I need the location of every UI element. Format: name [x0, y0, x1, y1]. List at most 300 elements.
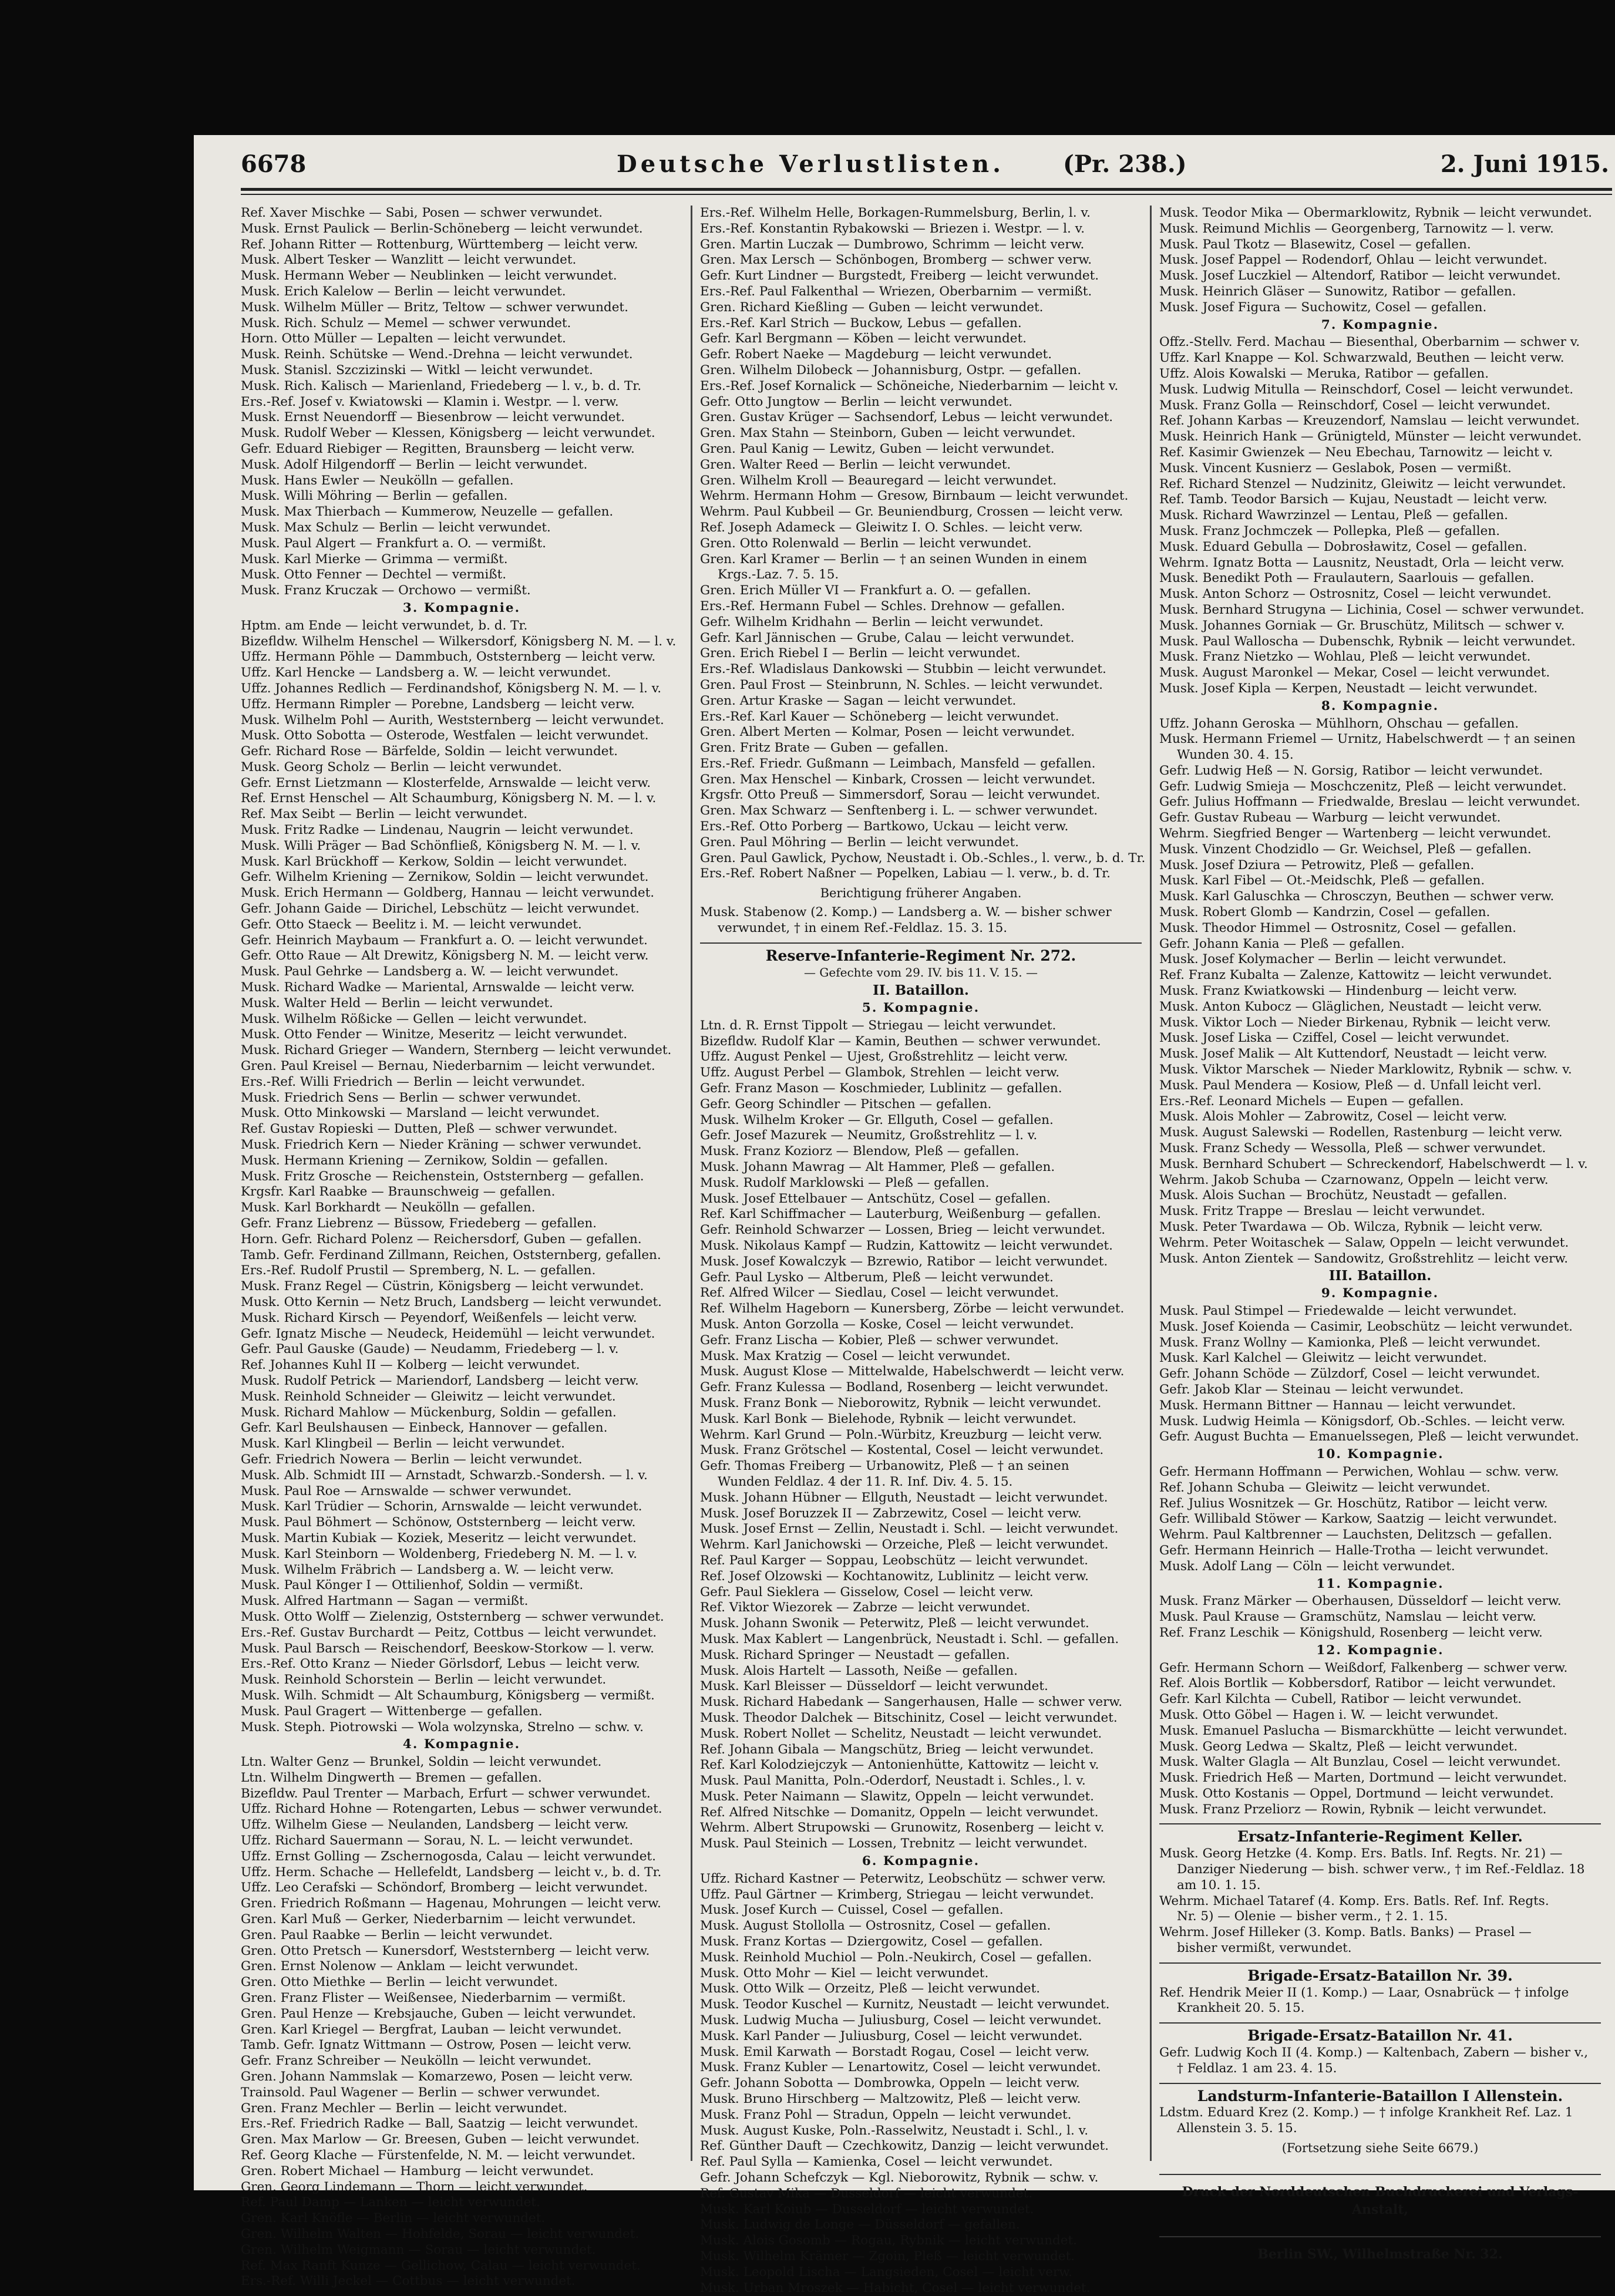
casualty-entry: Gren. Paul Kanig — Lewitz, Guben — leicht verwundet.: [700, 441, 1055, 456]
casualty-entry: Musk. Franz Przeliorz — Rowin, Rybnik — leicht verwundet.: [1159, 1802, 1547, 1817]
casualty-entry: Musk. Paul Gragert — Wittenberge — gefallen.: [241, 1704, 543, 1719]
casualty-entry: Musk. Erich Hermann — Goldberg, Hannau — leicht verwundet.: [241, 886, 655, 901]
casualty-entry: Gren. Walter Reed — Berlin — leicht verwundet.: [700, 457, 1011, 472]
casualty-entry: Gren. Franz Mechler — Berlin — leicht verwundet.: [241, 2100, 567, 2116]
casualty-entry: Gren. Karl Kramer — Berlin — † an seinen Wunden in einem: [700, 551, 1088, 567]
casualty-entry: Gren. Paul Raabke — Berlin — leicht verwundet.: [241, 1927, 553, 1942]
casualty-entry: Gren. Artur Kraske — Sagan — leicht verwundet.: [700, 693, 1017, 708]
casualty-entry: Musk. Johannes Gorniak — Gr. Bruschütz, Militsch — schwer v.: [1159, 618, 1565, 633]
casualty-entry: Musk. Richard Mahlow — Mückenburg, Soldin — gefallen.: [241, 1405, 617, 1420]
casualty-entry: Ref. Georg Klache — Fürstenfelde, N. M. — leicht verwundet.: [241, 2148, 636, 2163]
casualty-entry: Ers.-Ref. Wladislaus Dankowski — Stubbin — leicht verwundet.: [700, 662, 1106, 677]
casualty-entry: Krgsfr. Karl Raabke — Braunschweig — gefallen.: [241, 1184, 556, 1200]
company-heading: 7. Kompagnie.: [1321, 317, 1439, 332]
casualty-entry: Musk. Alois Gosomb — Rogau, Rybnik — leicht verwundet.: [700, 2233, 1078, 2248]
casualty-entry: Musk. Vinzent Chodzidlo — Gr. Weichsel, Pleß — gefallen.: [1159, 841, 1532, 857]
casualty-entry: Gren. Otto Miethke — Berlin — leicht verwundet.: [241, 1975, 558, 1990]
casualty-entry: Musk. Paul Mendera — Kosiow, Pleß — d. Unfall leicht verl.: [1159, 1078, 1542, 1093]
casualty-entry: Ers.-Ref. Willi Friedrich — Berlin — leicht verwundet.: [241, 1074, 586, 1089]
casualty-entry: Gren. Max Henschel — Kinbark, Crossen — leicht verwundet.: [700, 772, 1096, 787]
casualty-entry: Wehrm. Jakob Schuba — Czarnowanz, Oppeln — leicht verw.: [1159, 1172, 1549, 1187]
casualty-entry: Musk. Franz Schedy — Wessolla, Pleß — schwer verwundet.: [1159, 1141, 1546, 1156]
casualty-entry-continued: † Feldlaz. 1 am 23. 4. 15.: [1177, 2061, 1337, 2076]
casualty-entry: Musk. Albert Tesker — Wanzlitt — leicht verwundet.: [241, 253, 577, 268]
casualty-entry: Gren. Erich Riebel I — Berlin — leicht verwundet.: [700, 646, 1021, 661]
battalion-heading: III. Bataillon.: [1328, 1268, 1432, 1284]
casualty-entry: Gefr. Willibald Stöwer — Karkow, Saatzig — leicht verwundet.: [1159, 1511, 1557, 1527]
casualty-entry: Musk. Josef Liska — Cziffel, Cosel — leicht verwundet.: [1159, 1031, 1510, 1046]
printer-imprint: Berlin SW., Wilhelmstraße Nr. 32.: [1159, 2236, 1601, 2263]
casualty-entry: Musk. Karl Pander — Juliusburg, Cosel — leicht verwundet.: [700, 2028, 1083, 2043]
casualty-entry: Musk. Otto Fender — Winitze, Meseritz — leicht verwundet.: [241, 1027, 628, 1042]
casualty-entry: Gefr. Wilhelm Kridhahn — Berlin — leicht verwundet.: [700, 614, 1044, 629]
casualty-entry: Horn. Gefr. Richard Polenz — Reichersdorf, Guben — gefallen.: [241, 1231, 642, 1247]
casualty-entry: Musk. Paul Walloscha — Dubenschk, Rybnik — leicht verwundet.: [1159, 634, 1576, 649]
casualty-entry: Musk. Karl Mierke — Grimma — vermißt.: [241, 551, 508, 567]
casualty-entry: Gefr. Karl Beulshausen — Einbeck, Hannover — gefallen.: [241, 1420, 608, 1436]
casualty-entry: Musk. Alfred Hartmann — Sagan — vermißt.: [241, 1594, 529, 1609]
casualty-entry: Musk. Alb. Schmidt III — Arnstadt, Schwarzb.-Sondersh. — l. v.: [241, 1467, 648, 1483]
issue-number: (Pr. 238.): [1063, 150, 1187, 178]
casualty-entry: Musk. Wilh. Schmidt — Alt Schaumburg, Königsberg — vermißt.: [241, 1688, 655, 1703]
casualty-entry: Uffz. August Penkel — Ujest, Großstrehlitz — leicht verw.: [700, 1049, 1068, 1065]
casualty-entry: Musk. Peter Naimann — Slawitz, Oppeln — leicht verwundet.: [700, 1789, 1095, 1804]
casualty-entry: Wehrm. Paul Kaltbrenner — Lauchsten, Delitzsch — gefallen.: [1159, 1527, 1553, 1543]
casualty-entry: Gren. Paul Henze — Krebsjauche, Guben — leicht verwundet.: [241, 2006, 637, 2021]
casualty-entry: Musk. Alois Suchan — Brochütz, Neustadt — gefallen.: [1159, 1188, 1508, 1203]
casualty-entry: Wehrm. Michael Tataref (4. Komp. Ers. Batls. Ref. Inf. Regts.: [1159, 1893, 1549, 1908]
casualty-entry: Musk. August Maronkel — Mekar, Cosel — leicht verwundet.: [1159, 665, 1550, 681]
casualty-entry: Gren. Wilhelm Dilobeck — Johannisburg, Ostpr. — gefallen.: [700, 362, 1082, 378]
casualty-entry: Gren. Karl Knöfle — Berlin — leicht verwundet.: [241, 2211, 546, 2226]
casualty-entry: Musk. Karl Trüdier — Schorin, Arnswalde — leicht verwundet.: [241, 1499, 642, 1514]
casualty-entry: Musk. Franz Märker — Oberhausen, Düsseldorf — leicht verw.: [1159, 1594, 1562, 1609]
casualty-entry: Uffz. Paul Gärtner — Krimberg, Striegau — leicht verwundet.: [700, 1887, 1094, 1902]
casualty-entry: Musk. Otto Kernin — Netz Bruch, Landsberg — leicht verwundet.: [241, 1294, 662, 1309]
casualty-entry: Musk. Paul Böhmert — Schönow, Oststernberg — leicht verw.: [241, 1515, 636, 1530]
casualty-entry: Musk. Rudolf Petrick — Mariendorf, Landsberg — leicht verw.: [241, 1373, 639, 1388]
casualty-entry: Ers.-Ref. Paul Falkenthal — Wriezen, Oberbarnim — vermißt.: [700, 284, 1092, 299]
battalion-heading: II. Bataillon.: [873, 982, 969, 999]
casualty-entry: Gefr. Franz Schreiber — Neukölln — leicht verwundet.: [241, 2053, 592, 2069]
casualty-entry: Wehrm. Peter Woitaschek — Salaw, Oppeln — leicht verwundet.: [1159, 1235, 1569, 1250]
casualty-entry: Musk. Paul Barsch — Reischendorf, Beeskow-Storkow — l. verw.: [241, 1641, 655, 1656]
casualty-entry: Musk. Bernhard Schubert — Schreckendorf, Habelschwerdt — l. v.: [1159, 1156, 1588, 1171]
casualty-entry: Musk. Anton Kubocz — Gläglichen, Neustadt — leicht verw.: [1159, 999, 1542, 1014]
casualty-entry: Musk. Josef Kipla — Kerpen, Neustadt — leicht verwundet.: [1159, 681, 1538, 696]
casualty-entry: Musk. Otto Kostanis — Oppel, Dortmund — leicht verwundet.: [1159, 1786, 1554, 1801]
casualty-entry: Musk. Stabenow (2. Komp.) — Landsberg a. W. — bisher schwer: [700, 905, 1112, 920]
casualty-entry: Gren. Wilhelm Weigmann — Sorau — leicht verwundet.: [241, 2242, 596, 2257]
casualty-entry: Musk. Wilhelm Müller — Britz, Teltow — schwer verwundet.: [241, 299, 628, 315]
casualty-entry: Gefr. Hermann Schorn — Weißdorf, Falkenberg — schwer verw.: [1159, 1660, 1568, 1675]
regiment-heading: Brigade-Ersatz-Bataillon Nr. 41.: [1159, 2022, 1601, 2044]
casualty-entry: Musk. Josef Malik — Alt Kuttendorf, Neustadt — leicht verw.: [1159, 1046, 1547, 1062]
casualty-entry: Musk. Franz Jochmczek — Pollepka, Pleß — gefallen.: [1159, 523, 1500, 538]
casualty-entry: Ref. Josef Olzowski — Kochtanowitz, Lublinitz — leicht verw.: [700, 1568, 1089, 1584]
casualty-entry: Musk. Paul Stimpel — Friedewalde — leicht verwundet.: [1159, 1303, 1517, 1318]
casualty-entry: Ers.-Ref. Josef Kornalick — Schöneiche, Niederbarnim — leicht v.: [700, 378, 1119, 393]
casualty-entry: Musk. Josef Koienda — Casimir, Leobschütz — leicht verwundet.: [1159, 1319, 1573, 1334]
casualty-entry: Musk. Johann Swonik — Peterwitz, Pleß — leicht verwundet.: [700, 1616, 1089, 1631]
casualty-entry: Gefr. Franz Kulessa — Bodland, Rosenberg — leicht verwundet.: [700, 1380, 1109, 1395]
casualty-entry: Gefr. Franz Lischa — Kobier, Pleß — schwer verwundet.: [700, 1332, 1059, 1348]
casualty-entry: Gefr. Johann Gaide — Dirichel, Lebschütz — leicht verwundet.: [241, 901, 640, 917]
printer-imprint: Druck der Norddeutschen Buchdruckerei und Verlags-Anstalt,: [1159, 2174, 1601, 2218]
casualty-entry: Ers.-Ref. Willi Jeckel — Cottbus — leicht verwundet.: [241, 2274, 576, 2289]
newspaper-page: [194, 135, 1615, 2295]
casualty-entry: Ref. Paul Karger — Soppau, Leobschütz — leicht verwundet.: [700, 1553, 1088, 1568]
casualty-entry: Gren. Fritz Brate — Guben — gefallen.: [700, 740, 948, 756]
casualty-entry: Musk. Franz Kubler — Lenartowitz, Cosel — leicht verwundet.: [700, 2060, 1101, 2075]
casualty-entry: Musk. Emil Karwath — Borstadt Rogau, Cosel — leicht verw.: [700, 2044, 1090, 2059]
casualty-entry: Musk. Paul Algert — Frankfurt a. O. — vermißt.: [241, 536, 546, 551]
casualty-entry: Musk. Josef Ernst — Zellin, Neustadt i. Schl. — leicht verwundet.: [700, 1521, 1119, 1537]
casualty-entry-continued: Krankheit 20. 5. 15.: [1177, 2001, 1305, 2016]
casualty-entry: Musk. Paul Gehrke — Landsberg a. W. — leicht verwundet.: [241, 964, 619, 979]
casualty-entry: Ref. Alfred Wilcer — Siedlau, Cosel — leicht verwundet.: [700, 1285, 1059, 1301]
casualty-entry: Musk. Otto Mohr — Kiel — leicht verwundet.: [700, 1965, 989, 1981]
company-heading: 9. Kompagnie.: [1321, 1286, 1439, 1301]
casualty-entry: Musk. Josef Figura — Suchowitz, Cosel — gefallen.: [1159, 299, 1487, 315]
casualty-entry: Gefr. Karl Kilchta — Cubell, Ratibor — leicht verwundet.: [1159, 1692, 1522, 1707]
casualty-entry: Gefr. August Buchta — Emanuelssegen, Pleß — leicht verwundet.: [1159, 1429, 1579, 1445]
casualty-entry: Musk. Benedikt Poth — Fraulautern, Saarlouis — gefallen.: [1159, 571, 1535, 586]
casualty-entry: Gren. Erich Müller VI — Frankfurt a. O. — gefallen.: [700, 583, 1031, 598]
casualty-entry: Musk. Franz Kruczak — Orchowo — vermißt.: [241, 583, 531, 598]
casualty-entry: Gefr. Paul Gauske (Gaude) — Neudamm, Friedeberg — l. v.: [241, 1342, 619, 1357]
casualty-entry: Ltn. d. R. Ernst Tippolt — Striegau — leicht verwundet.: [700, 1018, 1057, 1033]
casualty-entry: Musk. Josef Kurch — Cuissel, Cosel — gefallen.: [700, 1903, 1004, 1918]
casualty-entry: Ref. Alois Bortlik — Kobbersdorf, Ratibor — leicht verwundet.: [1159, 1676, 1556, 1691]
note-text: (Fortsetzung siehe Seite 6679.): [1281, 2141, 1479, 2156]
casualty-entry: Ref. Julius Wosnitzek — Gr. Hoschütz, Ratibor — leicht verw.: [1159, 1496, 1548, 1511]
casualty-entry: Wehrm. Albert Strupowski — Grunowitz, Rosenberg — leicht v.: [700, 1820, 1105, 1836]
casualty-entry: Musk. Johann Hübner — Ellguth, Neustadt — leicht verwundet.: [700, 1490, 1108, 1505]
casualty-entry: Musk. Franz Wollny — Kamionka, Pleß — leicht verwundet.: [1159, 1335, 1541, 1350]
casualty-entry: Ref. Gustav Mika — Dusseldorf — leicht verwundet.: [700, 2186, 1033, 2201]
casualty-entry: Musk. Teodor Mika — Obermarklowitz, Rybnik — leicht verwundet.: [1159, 206, 1592, 220]
casualty-entry: Gren. Karl Muß — Gerker, Niederbarnim — leicht verwundet.: [241, 1912, 636, 1927]
casualty-entry: Wehrm. Karl Janichowski — Orzeiche, Pleß — leicht verwundet.: [700, 1537, 1109, 1553]
casualty-entry-continued: Wunden 30. 4. 15.: [1177, 748, 1294, 763]
casualty-entry: Tamb. Gefr. Ferdinand Zillmann, Reichen, Oststernberg, gefallen.: [241, 1247, 661, 1263]
casualty-entry: Musk. Richard Grieger — Wandern, Sternberg — leicht verwundet.: [241, 1043, 672, 1058]
casualty-entry: Musk. Erich Kalelow — Berlin — leicht verwundet.: [241, 284, 566, 299]
casualty-entry: Musk. Wilhelm Krämer — Zgoin, Pleß — leicht verwundet.: [700, 2249, 1075, 2264]
casualty-entry: Uffz. Johannes Redlich — Ferdinandshof, Königsberg N. M. — l. v.: [241, 681, 662, 696]
page-header: [241, 150, 1609, 186]
casualty-entry-continued: Nr. 5) — Olenie — bisher verm., † 2. 1. 15.: [1177, 1909, 1448, 1924]
casualty-entry: Musk. Franz Kortas — Dziergowitz, Cosel — gefallen.: [700, 1934, 1043, 1950]
casualty-entry: Musk. Rich. Schulz — Memel — schwer verwundet.: [241, 315, 571, 331]
casualty-entry: Bizefldw. Paul Trenter — Marbach, Erfurt — schwer verwundet.: [241, 1786, 651, 1801]
casualty-entry: Musk. Anton Schorz — Ostrosnitz, Cosel — leicht verwundet.: [1159, 587, 1552, 602]
casualty-entry: Ref. Viktor Wiezorek — Zabrze — leicht verwundet.: [700, 1600, 1031, 1615]
casualty-entry: Musk. Alois Mohler — Zabrowitz, Cosel — leicht verw.: [1159, 1109, 1508, 1125]
casualty-entry: Bizefldw. Rudolf Klar — Kamin, Beuthen — schwer verwundet.: [700, 1033, 1101, 1049]
casualty-entry: Ref. Alfred Nitschke — Domanitz, Oppeln — leicht verwundet.: [700, 1805, 1099, 1820]
casualty-entry: Musk. Ludwig Mucha — Juliusburg, Cosel — leicht verwundet.: [700, 2013, 1102, 2028]
casualty-entry: Ltn. Wilhelm Dingwerth — Bremen — gefallen.: [241, 1770, 542, 1785]
casualty-entry: Gren. Albert Merten — Kolmar, Posen — leicht verwundet.: [700, 725, 1075, 740]
casualty-entry: Gren. Max Stahn — Steinborn, Guben — leicht verwundet.: [700, 426, 1076, 441]
casualty-entry-continued: Allenstein 3. 5. 15.: [1177, 2121, 1297, 2136]
casualty-entry: Gefr. Franz Mason — Koschmieder, Lublinitz — gefallen.: [700, 1081, 1062, 1096]
casualty-entry: Ers.-Ref. Friedr. Gußmann — Leimbach, Mansfeld — gefallen.: [700, 756, 1096, 771]
casualty-entry: Gefr. Karl Bergmann — Köben — leicht verwundet.: [700, 331, 1027, 346]
casualty-entry: Musk. Ernst Neuendorff — Biesenbrow — leicht verwundet.: [241, 410, 625, 425]
casualty-entry: Musk. Ernst Paulick — Berlin-Schöneberg — leicht verwundet.: [241, 221, 643, 236]
casualty-entry: Musk. Hans Ewler — Neukölln — gefallen.: [241, 473, 514, 488]
casualty-entry: Musk. Wilhelm Fräbrich — Landsberg a. W. — leicht verw.: [241, 1562, 614, 1577]
casualty-entry: Musk. Reinhold Schorstein — Berlin — leicht verwundet.: [241, 1672, 607, 1688]
casualty-entry: Gefr. Ignatz Mische — Neudeck, Heidemühl — leicht verwundet.: [241, 1326, 655, 1341]
casualty-entry: Ref. Xaver Mischke — Sabi, Posen — schwer verwundet.: [241, 206, 603, 220]
casualty-entry: Musk. Josef Dziura — Petrowitz, Pleß — gefallen.: [1159, 857, 1475, 873]
casualty-entry: Musk. Martin Kubiak — Koziek, Meseritz — leicht verwundet.: [241, 1530, 637, 1546]
casualty-entry: Gefr. Paul Lysko — Altberum, Pleß — leicht verwundet.: [700, 1270, 1054, 1285]
casualty-entry: Uffz. Richard Hohne — Rotengarten, Lebus — schwer verwundet.: [241, 1802, 662, 1817]
casualty-entry: Musk. Reinhold Schneider — Gleiwitz — leicht verwundet.: [241, 1389, 616, 1404]
casualty-entry: Gren. Max Marlow — Gr. Breesen, Guben — leicht verwundet.: [241, 2132, 640, 2147]
casualty-entry: Wehrm. Josef Hilleker (3. Komp. Batls. Banks) — Prasel —: [1159, 1925, 1532, 1940]
casualty-entry: Gren. Johann Nammslak — Komarzewo, Posen — leicht verw.: [241, 2069, 633, 2085]
casualty-entry: Gren. Max Schwarz — Senftenberg i. L. — schwer verwundet.: [700, 803, 1098, 819]
casualty-entry: Musk. Bruno Hirschberg — Maltzowitz, Pleß — leicht verw.: [700, 2092, 1081, 2107]
casualty-entry: Gefr. Karl Jännischen — Grube, Calau — leicht verwundet.: [700, 630, 1075, 645]
casualty-entry: Musk. Heinrich Hank — Grünigteld, Münster — leicht verwundet.: [1159, 429, 1582, 445]
casualty-entry: Uffz. Richard Kastner — Peterwitz, Leobschütz — schwer verw.: [700, 1871, 1106, 1886]
casualty-entry: Gefr. Johann Schefczyk — Kgl. Nieborowitz, Rybnik — schw. v.: [700, 2170, 1099, 2186]
casualty-entry: Musk. Walter Held — Berlin — leicht verwundet.: [241, 995, 553, 1011]
casualty-entry: Musk. Hermann Bittner — Hannau — leicht verwundet.: [1159, 1398, 1516, 1413]
casualty-entry: Musk. Paul Krause — Gramschütz, Namslau — leicht verw.: [1159, 1610, 1536, 1625]
header-rule-thin: [241, 194, 1612, 195]
casualty-entry: Offz.-Stellv. Ferd. Machau — Biesenthal, Oberbarnim — schwer v.: [1159, 335, 1580, 350]
casualty-entry: Ers.-Ref. Robert Naßner — Popelken, Labiau — l. verw., b. d. Tr.: [700, 866, 1111, 881]
casualty-entry: Gren. Richard Kießling — Guben — leicht verwundet.: [700, 299, 1044, 315]
casualty-entry: Musk. Alois Hartelt — Lassoth, Neiße — gefallen.: [700, 1663, 1018, 1678]
casualty-entry: Musk. Karl Fibel — Ot.-Meidschk, Pleß — gefallen.: [1159, 873, 1485, 888]
casualty-entry: Musk. Otto Sobotta — Osterode, Westfalen — leicht verwundet.: [241, 728, 649, 743]
casualty-entry: Tamb. Gefr. Ignatz Wittmann — Ostrow, Posen — leicht verw.: [241, 2038, 632, 2053]
casualty-entry: Ers.-Ref. Josef v. Kwiatowski — Klamin i. Westpr. — l. verw.: [241, 394, 619, 409]
casualty-entry-continued: verwundet, † in einem Ref.-Feldlaz. 15. 3. 15.: [718, 920, 1008, 935]
casualty-entry: Musk. Anton Gorzolla — Koske, Cosel — leicht verwundet.: [700, 1317, 1074, 1332]
casualty-entry: Gren. Ernst Nolenow — Anklam — leicht verwundet.: [241, 1959, 578, 1974]
casualty-entry: Musk. Paul Steinich — Lossen, Trebnitz — leicht verwundet.: [700, 1836, 1088, 1851]
casualty-entry: Gren. Otto Rolenwald — Berlin — leicht verwundet.: [700, 536, 1032, 551]
casualty-entry: Musk. Hermann Kriening — Zernikow, Soldin — gefallen.: [241, 1153, 608, 1168]
casualty-entry: Gefr. Julius Hoffmann — Friedwalde, Breslau — leicht verwundet.: [1159, 794, 1580, 810]
casualty-entry: Uffz. Karl Hencke — Landsberg a. W. — leicht verwundet.: [241, 665, 611, 681]
casualty-entry: Ref. Joseph Adameck — Gleiwitz I. O. Schles. — leicht verw.: [700, 520, 1083, 535]
casualty-entry: Uffz. Johann Geroska — Mühlhorn, Ohschau — gefallen.: [1159, 716, 1519, 731]
casualty-entry: Ers.-Ref. Leonard Michels — Eupen — gefallen.: [1159, 1093, 1464, 1109]
casualty-entry: Ers.-Ref. Otto Kranz — Nieder Görlsdorf, Lebus — leicht verw.: [241, 1657, 640, 1672]
casualty-entry: Musk. Franz Koziorz — Blendow, Pleß — gefallen.: [700, 1144, 1020, 1159]
casualty-entry: Musk. Fritz Grosche — Reichenstein, Oststernberg — gefallen.: [241, 1169, 644, 1184]
casualty-entry: Musk. Josef Kowalczyk — Bzrewio, Ratibor — leicht verwundet.: [700, 1254, 1108, 1269]
casualty-entry: Musk. Wilhelm Rößicke — Gellen — leicht verwundet.: [241, 1011, 587, 1026]
casualty-entry: Gren. Wilhelm Kroll — Beauregard — leicht verwundet.: [700, 473, 1057, 488]
column-1: [241, 206, 682, 2289]
casualty-entry: Gefr. Ludwig Heß — N. Gorsig, Ratibor — leicht verwundet.: [1159, 763, 1543, 778]
casualty-entry: Gefr. Reinhold Schwarzer — Lossen, Brieg — leicht verwundet.: [700, 1223, 1106, 1238]
casualty-entry: Ers.-Ref. Rudolf Prustil — Spremberg, N. L. — gefallen.: [241, 1263, 596, 1278]
casualty-entry: Musk. Franz Pohl — Stradun, Oppeln — leicht verwundet.: [700, 2107, 1072, 2122]
casualty-entry: Musk. Rudolf Marklowski — Pleß — gefallen.: [700, 1175, 990, 1190]
casualty-entry: Musk. Karl Kalchel — Gleiwitz — leicht verwundet.: [1159, 1351, 1487, 1366]
casualty-entry: Musk. Otto Wilk — Orzeitz, Pleß — leicht verwundet.: [700, 1981, 1041, 1997]
page-number: 6678: [241, 150, 307, 178]
casualty-entry: Musk. Franz Regel — Cüstrin, Königsberg — leicht verwundet.: [241, 1279, 644, 1294]
casualty-entry: Gren. Paul Möhring — Berlin — leicht verwundet.: [700, 834, 1019, 850]
casualty-entry: Musk. Josef Kolymacher — Berlin — leicht verwundet.: [1159, 952, 1507, 967]
casualty-entry: Gefr. Friedrich Nowera — Berlin — leicht verwundet.: [241, 1452, 583, 1467]
casualty-entry: Gren. Otto Pretsch — Kunersdorf, Weststernberg — leicht verw.: [241, 1943, 650, 1958]
casualty-entry: Musk. Otto Minkowski — Marsland — leicht verwundet.: [241, 1106, 600, 1121]
casualty-entry-continued: Danziger Niederung — bish. schwer verw., † im Ref.-Feldlaz. 18: [1177, 1862, 1585, 1877]
casualty-entry: Ref. Johann Ritter — Rottenburg, Württemberg — leicht verw.: [241, 237, 638, 252]
casualty-entry: Musk. Otto Fenner — Dechtel — vermißt.: [241, 567, 507, 583]
casualty-entry: Wehrm. Karl Grund — Poln.-Würbitz, Kreuzburg — leicht verw.: [700, 1427, 1102, 1442]
column-3: [1159, 206, 1601, 2262]
casualty-entry: Musk. Karl Galuschka — Chrosczyn, Beuthen — schwer verw.: [1159, 889, 1555, 904]
publication-title: Deutsche Verlustlisten.: [617, 150, 1005, 178]
casualty-entry: Uffz. Alois Kowalski — Meruka, Ratibor — gefallen.: [1159, 366, 1489, 381]
casualty-entry: Ref. Paul Sylla — Kamienka, Cosel — leicht verwundet.: [700, 2154, 1053, 2170]
casualty-entry: Musk. August Stollolla — Ostrosnitz, Cosel — gefallen.: [700, 1918, 1051, 1934]
casualty-entry: Musk. Otto Göbel — Hagen i. W. — leicht verwundet.: [1159, 1707, 1499, 1722]
casualty-entry-continued: Wunden Feldlaz. 4 der 11. R. Inf. Div. 4. 5. 15.: [718, 1474, 1013, 1489]
casualty-entry: Ers.-Ref. Friedrich Radke — Ball, Saatzig — leicht verwundet.: [241, 2116, 638, 2132]
casualty-entry: Musk. Franz Bonk — Nieborowitz, Rybnik — leicht verwundet.: [700, 1395, 1102, 1410]
casualty-entry: Musk. Viktor Loch — Nieder Birkenau, Rybnik — leicht verw.: [1159, 1015, 1551, 1030]
casualty-entry: Gefr. Otto Raue — Alt Drewitz, Königsberg N. M. — leicht verw.: [241, 948, 649, 964]
regiment-heading: Ersatz-Infanterie-Regiment Keller.: [1159, 1823, 1601, 1845]
casualty-entry: Ref. Karl Kolodziejczyk — Antonienhütte, Kattowitz — leicht v.: [700, 1758, 1099, 1773]
casualty-entry: Musk. Josef Ettelbauer — Antschütz, Cosel — gefallen.: [700, 1191, 1051, 1206]
casualty-entry: Musk. Adolf Hilgendorff — Berlin — leicht verwundet.: [241, 457, 588, 472]
casualty-entry: Musk. Eduard Gebulla — Dobrosławitz, Cosel — gefallen.: [1159, 539, 1527, 554]
casualty-entry: Gefr. Josef Mazurek — Neumitz, Großstrehlitz — l. v.: [700, 1128, 1038, 1143]
casualty-entry: Gren. Gustav Krüger — Sachsendorf, Lebus — leicht verwundet.: [700, 410, 1113, 425]
casualty-entry: Bizefldw. Wilhelm Henschel — Wilkersdorf, Königsberg N. M. — l. v.: [241, 634, 677, 649]
casualty-entry: Musk. Theodor Himmel — Ostrosnitz, Cosel — gefallen.: [1159, 920, 1516, 935]
column-divider: [1150, 206, 1152, 2161]
casualty-entry: Ref. Richard Stenzel — Nudzinitz, Gleiwitz — leicht verwundet.: [1159, 476, 1566, 491]
casualty-entry: Musk. Karl Brückhoff — Kerkow, Soldin — leicht verwundet.: [241, 854, 627, 869]
casualty-entry: Gefr. Johann Sobotta — Dombrowka, Oppeln — leicht verw.: [700, 2076, 1080, 2091]
casualty-entry: Ref. Paul Damp — Lanken — leicht verwundet.: [241, 2195, 540, 2210]
company-heading: 6. Kompagnie.: [862, 1854, 980, 1869]
casualty-entry: Uffz. Herm. Schache — Hellefeldt, Landsberg — leicht v., b. d. Tr.: [241, 1864, 662, 1880]
casualty-entry: Gefr. Franz Liebrenz — Büssow, Friedeberg — gefallen.: [241, 1216, 597, 1231]
casualty-entry: Gren. Georg Lindemann — Thorn — leicht verwundet.: [241, 2179, 588, 2194]
company-heading: 11. Kompagnie.: [1316, 1576, 1444, 1591]
casualty-entry: Musk. Georg Ledwa — Skaltz, Pleß — leicht verwundet.: [1159, 1739, 1518, 1754]
casualty-entry: Ers.-Ref. Karl Kauer — Schöneberg — leicht verwundet.: [700, 709, 1059, 724]
casualty-entry: Musk. Wilhelm Kroker — Gr. Ellguth, Cosel — gefallen.: [700, 1112, 1054, 1127]
casualty-entry: Musk. Vincent Kusnierz — Geslabok, Posen — vermißt.: [1159, 460, 1512, 476]
casualty-entry: Musk. Ludwig Mitulla — Reinschdorf, Cosel — leicht verwundet.: [1159, 382, 1574, 397]
casualty-entry: Horn. Otto Müller — Lepalten — leicht verwundet.: [241, 331, 566, 346]
casualty-entry: Ref. Johann Karbas — Kreuzendorf, Namslau — leicht verwundet.: [1159, 413, 1580, 429]
casualty-entry: Musk. Richard Wawrzinzel — Lentau, Pleß — gefallen.: [1159, 508, 1508, 523]
casualty-entry: Musk. Reinh. Schütske — Wend.-Drehna — leicht verwundet.: [241, 347, 633, 362]
casualty-entry: Gefr. Georg Schindler — Pitschen — gefallen.: [700, 1096, 992, 1112]
casualty-entry: Musk. Paul Roe — Arnswalde — schwer verwundet.: [241, 1483, 572, 1499]
casualty-entry: Gefr. Robert Naeke — Magdeburg — leicht verwundet.: [700, 347, 1052, 362]
casualty-entry: Wehrm. Siegfried Benger — Wartenberg — leicht verwundet.: [1159, 826, 1552, 841]
casualty-entry: Musk. Josef Luczkiel — Altendorf, Ratibor — leicht verwundet.: [1159, 268, 1561, 284]
casualty-entry: Ltn. Walter Genz — Brunkel, Soldin — leicht verwundet.: [241, 1755, 602, 1770]
casualty-entry: Hptm. am Ende — leicht verwundet, b. d. Tr.: [241, 618, 528, 633]
casualty-entry: Musk. Viktor Marschek — Nieder Marklowitz, Rybnik — schw. v.: [1159, 1062, 1572, 1078]
casualty-entry: Musk. Richard Wadke — Mariental, Arnswalde — leicht verw.: [241, 980, 635, 995]
casualty-entry: Ref. Max Seibt — Berlin — leicht verwundet.: [241, 807, 528, 822]
casualty-entry: Musk. Franz Nietzko — Wohlau, Pleß — leicht verwundet.: [1159, 649, 1531, 665]
casualty-entry: Uffz. August Perbel — Glambok, Strehlen — leicht verw.: [700, 1065, 1060, 1080]
casualty-entry: Musk. Heinrich Gläser — Sunowitz, Ratibor — gefallen.: [1159, 284, 1516, 299]
publication-date: 2. Juni 1915.: [1440, 150, 1609, 178]
casualty-entry: Gefr. Ernst Lietzmann — Klosterfelde, Arnswalde — leicht verw.: [241, 775, 651, 790]
casualty-entry: Gefr. Johann Schöde — Zülzdorf, Cosel — leicht verwundet.: [1159, 1366, 1540, 1382]
casualty-entry: Ers.-Ref. Konstantin Rybakowski — Briezen i. Westpr. — l. v.: [700, 221, 1085, 236]
casualty-entry: Musk. Fritz Trappe — Breslau — leicht verwundet.: [1159, 1204, 1485, 1219]
casualty-entry: Ldstm. Eduard Krez (2. Komp.) — † infolge Krankheit Ref. Laz. 1: [1159, 2105, 1573, 2120]
casualty-entry: Wehrm. Hermann Hohm — Gresow, Birnbaum — leicht verwundet.: [700, 489, 1129, 504]
casualty-entry: Ref. Kasimir Gwienzek — Neu Ebechau, Tarnowitz — leicht v.: [1159, 445, 1553, 460]
company-heading: 4. Kompagnie.: [402, 1737, 521, 1752]
casualty-entry: Ers.-Ref. Wilhelm Helle, Borkagen-Rummelsburg, Berlin, l. v.: [700, 206, 1091, 220]
company-heading: 12. Kompagnie.: [1316, 1642, 1444, 1658]
casualty-entry: Musk. Theodor Dalchek — Bitschinitz, Cosel — leicht verwundet.: [700, 1710, 1118, 1725]
casualty-entry: Musk. Max Kablert — Langenbrück, Neustadt i. Schl. — gefallen.: [700, 1631, 1119, 1647]
casualty-entry: Musk. Stanisl. Szczizinski — Witkl — leicht verwundet.: [241, 362, 593, 378]
casualty-entry: Musk. August Salewski — Rodellen, Rastenburg — leicht verw.: [1159, 1125, 1563, 1140]
casualty-entry: Musk. Karl Bonk — Bielehode, Rybnik — leicht verwundet.: [700, 1411, 1076, 1426]
casualty-entry: Musk. Richard Kirsch — Peyendorf, Weißenfels — leicht verw.: [241, 1310, 637, 1325]
casualty-entry: Musk. Karl Klingbeil — Berlin — leicht verwundet.: [241, 1436, 565, 1452]
casualty-entry: Musk. Richard Habedank — Sangerhausen, Halle — schwer verw.: [700, 1695, 1123, 1710]
casualty-entry: Musk. Johann Mawrag — Alt Hammer, Pleß — gefallen.: [700, 1160, 1055, 1175]
casualty-entry: Ref. Johann Schuba — Gleiwitz — leicht verwundet.: [1159, 1480, 1490, 1495]
casualty-entry: Gefr. Jakob Klar — Steinau — leicht verwundet.: [1159, 1382, 1464, 1397]
casualty-entry: Ref. Wilhelm Hageborn — Kunersberg, Zörbe — leicht verwundet.: [700, 1301, 1125, 1317]
casualty-entry: Musk. Georg Scholz — Berlin — leicht verwundet.: [241, 759, 562, 775]
engagement-dates: — Gefechte vom 29. IV. bis 11. V. 15. —: [804, 965, 1038, 980]
casualty-entry: Musk. Fritz Radke — Lindenau, Naugrin — leicht verwundet.: [241, 823, 634, 838]
casualty-entry: Musk. Richard Springer — Neustadt — gefallen.: [700, 1647, 1010, 1662]
casualty-entry: Gefr. Johann Kania — Pleß — gefallen.: [1159, 936, 1405, 951]
casualty-entry: Gefr. Thomas Freiberg — Urbanowitz, Pleß — † an seinen: [700, 1459, 1069, 1474]
casualty-entry: Musk. Rich. Kalisch — Marienland, Friedeberg — l. v., b. d. Tr.: [241, 378, 642, 393]
casualty-entry: Ref. Tamb. Teodor Barsich — Kujau, Neustadt — leicht verw.: [1159, 492, 1547, 507]
casualty-entry: Musk. Willi Möhring — Berlin — gefallen.: [241, 489, 508, 504]
casualty-entry: Musk. Willi Präger — Bad Schönfließ, Königsberg N. M. — l. v.: [241, 838, 641, 853]
casualty-entry: Ers.-Ref. Karl Strich — Buckow, Lebus — gefallen.: [700, 315, 1022, 331]
casualty-entry: Musk. Karl Steinborn — Woldenberg, Friedeberg N. M. — l. v.: [241, 1546, 638, 1561]
casualty-entry: Ref. Hendrik Meier II (1. Komp.) — Laar, Osnabrück — † infolge: [1159, 1985, 1569, 2000]
casualty-entry: Uffz. Hermann Rimpler — Porebne, Landsberg — leicht verw.: [241, 696, 635, 712]
column-divider: [691, 206, 692, 2161]
casualty-entry: Krgsfr. Otto Preuß — Simmersdorf, Sorau — leicht verwundet.: [700, 787, 1101, 803]
casualty-entry: Gefr. Paul Sieklera — Gisselow, Cosel — leicht verw.: [700, 1584, 1034, 1600]
company-heading: 8. Kompagnie.: [1321, 698, 1439, 713]
